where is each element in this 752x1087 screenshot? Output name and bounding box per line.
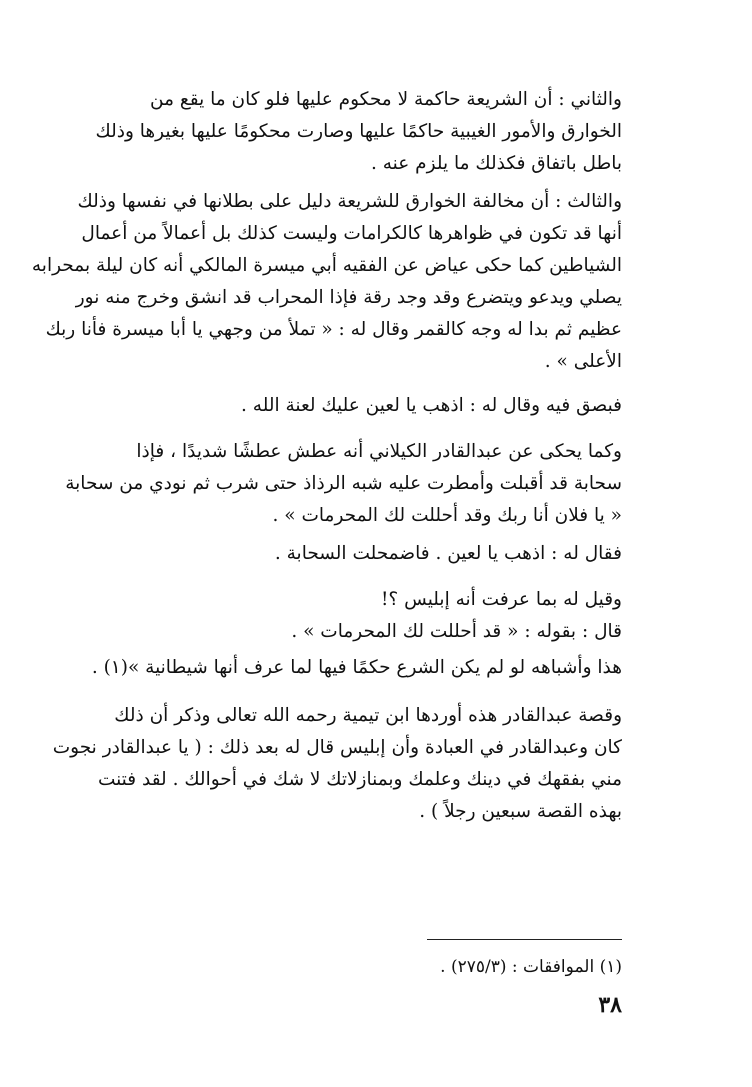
text-line: « يا فلان أنا ربك وقد أحللت لك المحرمات » . <box>272 505 622 526</box>
text-line: قال : بقوله : « قد أحللت لك المحرمات » . <box>291 621 622 642</box>
text-line: هذا وأشباهه لو لم يكن الشرع حكمًا فيها لما عرف أنها شيطانية »(١) . <box>91 657 622 678</box>
text-line: الأعلى » . <box>544 351 622 372</box>
footnote: (١) الموافقات : (٢٧٥/٣) . <box>440 957 622 977</box>
text-line: الخوارق والأمور الغيبية حاكمًا عليها وصارت محكومًا عليها بغيرها وذلك <box>95 121 622 142</box>
page-number: ٣٨ <box>598 992 622 1018</box>
text-line: عظيم ثم بدا له وجه كالقمر وقال له : « تملأ من وجهي يا أبا ميسرة فأنا ربك <box>45 319 622 340</box>
text-line: وقيل له بما عرفت أنه إبليس ؟! <box>381 589 622 610</box>
text-line: مني بفقهك في دينك وعلمك وبمنازلاتك لا شك في أحوالك . لقد فتنت <box>97 769 622 790</box>
paragraph-conclusion <box>91 652 622 684</box>
paragraph-spat <box>132 390 622 422</box>
paragraph-third-point <box>31 186 622 378</box>
text-line: بهذه القصة سبعين رجلاً ) . <box>419 801 622 822</box>
text-line: كان وعبدالقادر في العبادة وأن إبليس قال له بعد ذلك : ( يا عبدالقادر نجوت <box>52 737 622 758</box>
paragraph-question <box>132 584 622 648</box>
paragraph-cloud-vanished <box>132 538 622 570</box>
footnote-divider <box>427 939 622 940</box>
text-line: والثاني : أن الشريعة حاكمة لا محكوم عليها فلو كان ما يقع من <box>150 89 622 110</box>
text-line: الشياطين كما حكى عياض عن الفقيه أبي ميسرة المالكي أنه كان ليلة بمحرابه <box>31 255 622 276</box>
text-line: فقال له : اذهب يا لعين . فاضمحلت السحابة . <box>274 543 622 564</box>
text-line: وكما يحكى عن عبدالقادر الكيلاني أنه عطش عطشًا شديدًا ، فإذا <box>136 441 622 462</box>
text-line: أنها قد تكون في ظواهرها كالكرامات وليست كذلك بل أعمالاً من أعمال <box>81 223 622 244</box>
paragraph-kilani-story <box>65 436 622 532</box>
paragraph-ibn-taymiyya <box>52 700 622 828</box>
text-line: فبصق فيه وقال له : اذهب يا لعين عليك لعنة الله . <box>241 395 622 416</box>
paragraph-second-point <box>95 84 622 180</box>
text-line: يصلي ويدعو ويتضرع وقد وجد رقة فإذا المحراب قد انشق وخرج منه نور <box>75 287 622 308</box>
text-line: وقصة عبدالقادر هذه أوردها ابن تيمية رحمه الله تعالى وذكر أن ذلك <box>114 705 622 726</box>
text-line: سحابة قد أقبلت وأمطرت عليه شبه الرذاذ حتى شرب ثم نودي من سحابة <box>65 473 622 494</box>
text-line: والثالث : أن مخالفة الخوارق للشريعة دليل على بطلانها في نفسها وذلك <box>77 191 622 212</box>
text-line: باطل باتفاق فكذلك ما يلزم عنه . <box>371 153 622 174</box>
